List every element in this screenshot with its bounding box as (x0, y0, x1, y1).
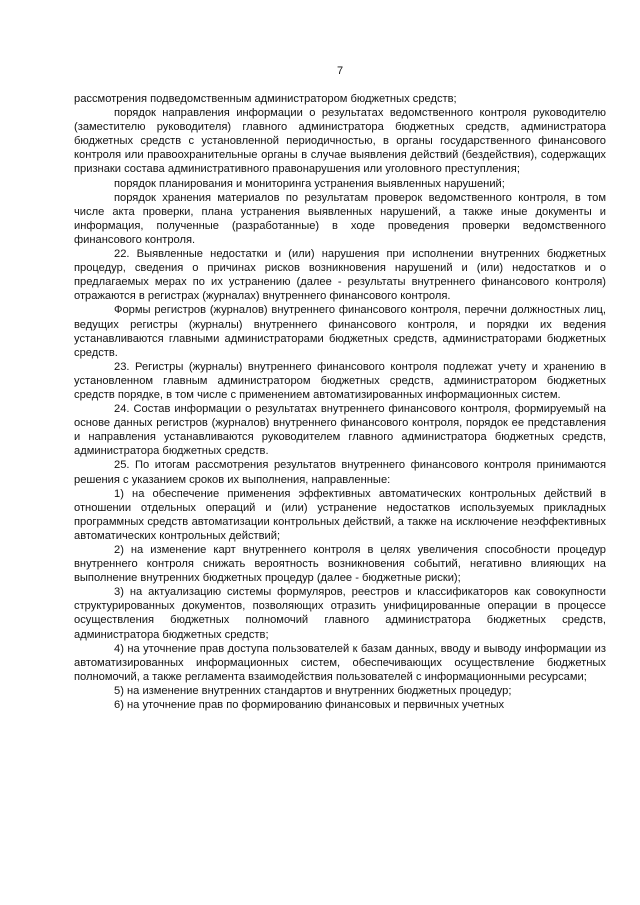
paragraph: 24. Состав информации о результатах внутреннего финансового контроля, формируемый на основе данных регистров (журналов) внутреннего финансового контроля, порядок ее представления и направления устанавливаются руководителем главного администратора бюджетных средств, администратора бюджетных средств. (74, 403, 606, 458)
page-number: 7 (336, 65, 344, 77)
document-body (74, 92, 606, 712)
paragraph: 6) на уточнение прав по формированию финансовых и первичных учетных (114, 699, 505, 712)
paragraph: 4) на уточнение прав доступа пользователей к базам данных, вводу и выводу информации из автоматизированных информационных систем, обеспечивающих осуществление бюджетных полномочий, а также регламента взаимодействия пользователей с информационными ресурсами; (74, 642, 606, 683)
paragraph: 22. Выявленные недостатки и (или) нарушения при исполнении внутренних бюджетных процедур, сведения о причинах рисков возникновения нарушений и (или) недостатков и о предлагаемых мерах по их устранению (далее - результаты внутреннего финансового контроля) отражаются в регистрах (журналах) внутреннего финансового контроля. (74, 248, 606, 303)
paragraph: 5) на изменение внутренних стандартов и внутренних бюджетных процедур; (114, 684, 512, 697)
document-page (74, 64, 606, 712)
paragraph: 3) на актуализацию системы формуляров, реестров и классификаторов как совокупности структурированных документов, позволяющих отразить унифицированные операции в процессе осуществления бюджетных полномочий главного администратора бюджетных средств, администратора бюджетных средств; (74, 586, 606, 641)
paragraph: рассмотрения подведомственным администратором бюджетных средств; (74, 93, 457, 105)
paragraph: 25. По итогам рассмотрения результатов внутреннего финансового контроля принимаются решения с указанием сроков их выполнения, направленные: (74, 459, 606, 486)
paragraph: 23. Регистры (журналы) внутреннего финансового контроля подлежат учету и хранению в установленном главным администратором бюджетных средств, администратором бюджетных средств порядке, в том числе с применением автоматизированных информационных систем. (74, 360, 606, 401)
paragraph: порядок хранения материалов по результатам проверок ведомственного контроля, в том числе акта проверки, плана устранения выявленных нарушений, а также иные документы и информация, полученные (разработанные) в ходе проведения проверки ведомственного финансового контроля. (74, 191, 606, 246)
paragraph: Формы регистров (журналов) внутреннего финансового контроля, перечни должностных лиц, ведущих регистры (журналы) внутреннего финансового контроля, и порядки их ведения устанавливаются главными администраторами бюджетных средств, администраторами бюджетных средств. (74, 304, 606, 359)
paragraph: 2) на изменение карт внутреннего контроля в целях увеличения способности процедур внутреннего контроля снижать вероятность возникновения событий, негативно влияющих на выполнение внутренних бюджетных процедур (далее - бюджетные риски); (74, 544, 606, 585)
paragraph: 1) на обеспечение применения эффективных автоматических контрольных действий в отношении отдельных операций и (или) устранение недостатков используемых прикладных программных средств автоматизации контрольных действий, а также на исключение неэффективных автоматических контрольных действий; (74, 487, 606, 542)
paragraph: порядок планирования и мониторинга устранения выявленных нарушений; (114, 177, 505, 190)
paragraph: порядок направления информации о результатах ведомственного контроля руководителю (заместителю руководителя) главного администратора бюджетных средств, администратора бюджетных средств с установленной периодичностью, в органы государственного финансового контроля или правоохранительные органы в случае выявления действий (бездействия), содержащих признаки состава административного правонарушения или уголовного преступления; (74, 107, 606, 176)
